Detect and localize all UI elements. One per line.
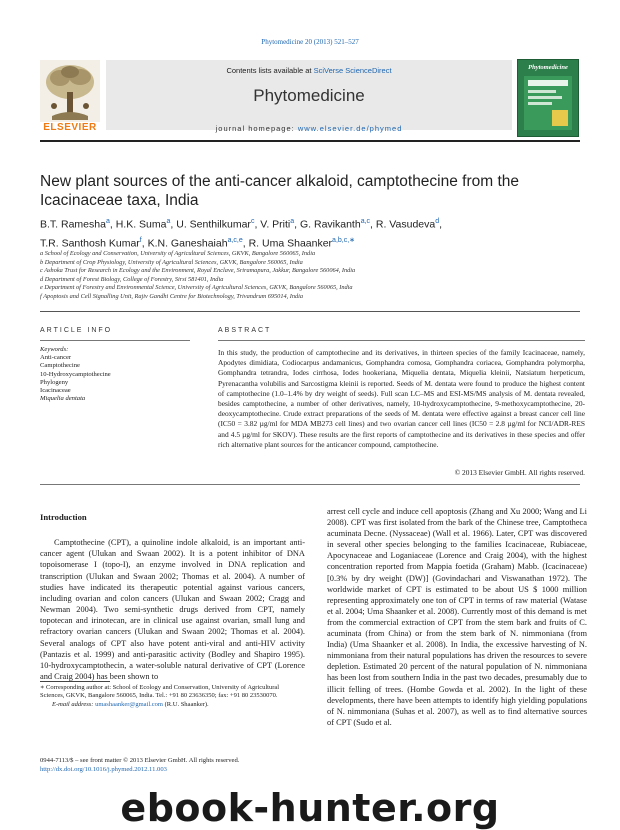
author-name: U. Senthilkumar [176, 218, 251, 231]
affiliation-line: c Ashoka Trust for Research in Ecology and the Environment, Royal Enclave, Sriramapura, Jakkur, Bangalore 560064, India [40, 267, 356, 275]
article-info-heading: ARTICLE INFO [40, 327, 113, 334]
body-right-text: arrest cell cycle and induce cell apoptosis (Zhang and Xu 2000; Wang and Li 2008). CPT was first isolated from the bark of the Chinese tree, Camptotheca acuminata Decne. (Nyssaceae) (Wall et al. 1966). Later, CPT was discovered in several other species belonging to the families Icacinaceae, Rubiaceae, Apocynaceae and Loganiaceae (Lorence and Craig 2004), with the highest concentration reported from Mappia foetida (Graham) Mabb. (Icacinaceae) [0.3% by dry weight (DW)] (Govindachari and Viswanathan 1972). The worldwide market of CPT is estimated to be about US $ 1000 million representing approximately one ton of CPT in terms of raw material (Watase et al. 2004; Uma Shaanker et al. 2008). Currently most of this demand is met from the commercial extraction of CPT from the stem bark and fruits of C. acuminata (from China) or from the stem bark of N. nimmoniana (from India) (Uma Shaanker et al. 2008). In India, the excessive harvesting of N. nimmoniana from their natural populations has driven the resources to severe depletion. Estimated 20 percent of the natural population of N. nimmoniana has been lost from southern India in the past two decades, presumably due to illicit felling of trees. (Hombe Gowda et al. 2002). In the light of these developments, there have been attempts to identify high yielding populations of N. nimmoniana (Suhas et al. 2007), as well as to find alternative sources of CPT (Sudo et al. [327, 507, 587, 727]
abstract-copyright: © 2013 Elsevier GmbH. All rights reserved. [454, 468, 585, 477]
author-affiliation-marker[interactable]: d [435, 218, 440, 225]
author-name: G. Ravikanth [300, 218, 361, 231]
footnote-email-line [40, 701, 305, 709]
introduction-heading: Introduction [40, 512, 87, 522]
affiliation-line: e Department of Forestry and Environmental Science, University of Agricultural Sciences, GKVK, Bangalore 560065, India [40, 284, 353, 292]
journal-cover-thumbnail [517, 59, 579, 137]
affiliation-divider [40, 311, 580, 312]
affiliation-line: d Department of Forest Biology, College of Forestry, Sirsi 581401, India [40, 275, 224, 283]
sciencedirect-link[interactable]: SciVerse ScienceDirect [313, 66, 392, 75]
author-name: H.K. Suma [115, 218, 167, 231]
front-matter-info [40, 757, 305, 774]
elsevier-wordmark: ELSEVIER [43, 122, 97, 133]
body-right-column [327, 506, 587, 728]
keyword-item: 10-Hydroxycamptothecine [40, 370, 111, 378]
footnote-rule [40, 681, 110, 682]
author-line-1: B.T. Ramesha$^a$, H.K. Suma$^a$, U. Senthilkumar$^c$, V. Priti$^a$, G. Ravikanth$^{a,c}$, R. Vasudeva$^d$, [40, 218, 443, 231]
keywords-block [40, 346, 180, 403]
contents-prefix: Contents lists available at [226, 66, 314, 75]
author-affiliation-marker[interactable]: a,c,e [227, 236, 243, 244]
author-affiliation-marker[interactable]: f [139, 236, 142, 244]
author-list [40, 214, 585, 251]
email-label: E-mail address: [52, 700, 96, 708]
keyword-item: Icacinaceae [40, 387, 71, 395]
author-affiliation-marker[interactable]: a [105, 218, 110, 225]
abstract-text: In this study, the production of camptothecine and its derivatives, in thirteen species of the family Icacinaceae, namely, Apodytes dimidiata, Codiocarpus andamanicus, Gomphandra comosa, Gomphandra coriacea, Gomphandra polymorpha, Gomphandra tetrandra, Iodes cirrhosa, Iodes hookeriana, Miquelia dentata, Miquelia kleinii, Natsiatum herpeticum, Pyrenacantha volubilis and Sarcostigma kleinii is reported. Seeds of M. dentata were found to produce the highest content of camptothecine (1.0–1.4% by dry weight of seeds). Full scan LC–MS and ESI-MS/MS analysis of M. dentata revealed, besides camptothecine, a number of other derivatives, namely, 10-hydroxycamptothecine, 9-methoxycamptothecine, 20-deoxycamptothecine. Crude extract preparations of the seeds of M. dentata were effective against a breast cancer cell line (IC50 = 3.82 µg/ml for MDA MB273 cell lines) and two ovarian cancer cell lines (IC50 = 2.8 µg/ml for NCI/ADR-RES and 4.5 µg/ml for SKOV). These results are the first reports of camptothecine and its derivatives in these species and offer rich alternative plant sources for the anticancer compound, camptothecine. [218, 348, 585, 449]
header-divider [40, 140, 580, 142]
body-left-column [40, 512, 305, 682]
affiliation-line: f Apoptosis and Cell Signalling Unit, Rajiv Gandhi Centre for Biotechnology, Trivandrum 695014, India [40, 292, 304, 300]
author-name: R. Vasudeva [375, 218, 436, 231]
journal-reference[interactable]: Phytomedicine 20 (2013) 521–527 [261, 38, 359, 46]
watermark-text: ebook-hunter.org [120, 786, 500, 830]
author-line-2: T.R. Santhosh Kumar$^f$, K.N. Ganeshaiah$^{a,c,e}$, R. Uma Shaanker$^{a,b,c,∗}$ [40, 236, 356, 249]
keyword-item: Anti-cancer [40, 354, 72, 362]
footnote-text: ∗ Corresponding author at: School of Ecology and Conservation, University of Agricultural Sciences, GKVK, Bangalore 560065, India. Tel.: +91 80 23636350; fax: +91 80 23530070. [40, 684, 280, 700]
cover-title: Phytomedicine [528, 64, 568, 71]
contents-line [106, 66, 512, 75]
journal-homepage [106, 124, 512, 133]
abstract-heading: ABSTRACT [218, 327, 272, 334]
article-title: New plant sources of the anti-cancer alkaloid, camptothecine from the Icacinaceae taxa, India [40, 173, 520, 209]
keyword-list [40, 354, 180, 403]
affiliation-line: b Department of Crop Physiology, University of Agricultural Sciences, GKVK, Bangalore 560065, India [40, 258, 303, 266]
author-affiliation-marker[interactable]: c [250, 218, 255, 225]
doi-link[interactable]: http://dx.doi.org/10.1016/j.phymed.2012.11.003 [40, 765, 167, 773]
author-affiliation-marker[interactable]: a [166, 218, 171, 225]
author-affiliation-marker[interactable]: a [290, 218, 295, 225]
article-info-rule [40, 340, 190, 341]
keyword-item: Phylogeny [40, 378, 69, 386]
body-left-text: Camptothecine (CPT), a quinoline indole alkaloid, is an important anti-cancer agent (Ulukan and Swaan 2002). It is a potent inhibitor of DNA topoisomerase I (topo-I), an enzyme involved in DNA replication and transcription (Ulukan and Swaan 2002; Thomas et al. 2004). A number of studies have indicated its therapeutic potential against various cancers, including ovarian and colon cancers (Ulukan and Swaan 2002; Cragg and Newman 2004). Two semi-synthetic drugs derived from CPT, namely topotecan and irinotecan, are in clinical use against ovarian, small lung and refractory ovarian cancers (Ulukan and Swaan 2002; Thomas et al. 2004). Several analogs of CPT also have potent anti-viral and anti-HIV activity (Pantazis et al. 1999) and anti-parasitic activity (Bodley and Shapiro 1995). 10-hydroxycamptothecin, a water-soluble natural derivative of CPT (Lorence and Craig 2004) has been shown to [40, 538, 305, 682]
author-affiliation-marker[interactable]: a,b,c,∗ [332, 236, 356, 244]
author-affiliation-marker[interactable]: a,c [360, 218, 371, 225]
keywords-label: Keywords: [40, 346, 69, 353]
keyword-item: Camptothecine [40, 362, 80, 370]
email-link[interactable]: umashaanker@gmail.com [95, 700, 163, 708]
email-suffix: (R.U. Shaanker). [163, 700, 209, 708]
author-name: K.N. Ganeshaiah [147, 237, 228, 249]
homepage-link[interactable]: www.elsevier.de/phymed [297, 124, 403, 133]
keyword-item: Miquelia dentata [40, 395, 86, 403]
corresponding-author-footnote [40, 684, 305, 709]
journal-title: Phytomedicine [253, 86, 365, 105]
homepage-prefix: journal homepage: [215, 124, 298, 133]
author-name: R. Uma Shaanker [248, 237, 333, 249]
abstract-bottom-rule [40, 484, 580, 485]
author-name: T.R. Santhosh Kumar [40, 237, 140, 249]
affiliations [40, 250, 580, 302]
cover-art-icon [524, 76, 572, 130]
author-name: V. Priti [260, 218, 291, 231]
author-name: B.T. Ramesha [40, 218, 106, 231]
affiliation-line: a School of Ecology and Conservation, University of Agricultural Sciences, GKVK, Bangalore 560065, India [40, 250, 316, 257]
issn-line: 0944-7113/$ – see front matter © 2013 Elsevier GmbH. All rights reserved. [40, 757, 240, 764]
abstract-rule [218, 340, 585, 341]
elsevier-tree-icon [40, 60, 100, 122]
